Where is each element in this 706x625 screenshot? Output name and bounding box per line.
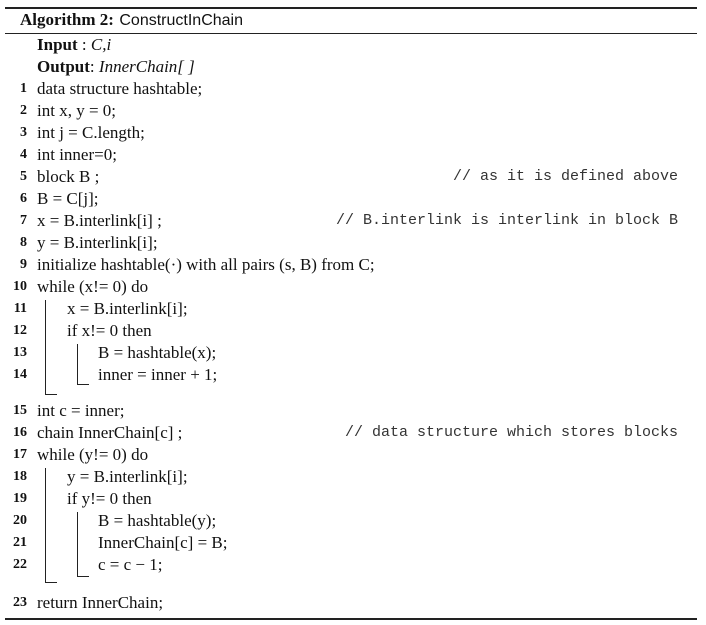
top-rule [5, 7, 697, 9]
line-comment: // B.interlink is interlink in block B [335, 212, 678, 229]
line-number: 21 [13, 535, 27, 550]
code-line [0, 188, 700, 210]
while-block-bar [45, 468, 46, 582]
line-number: 5 [20, 169, 27, 184]
code-line [0, 510, 700, 532]
if-block-end [77, 384, 89, 385]
code-line [0, 592, 700, 614]
line-text: c = c − 1; [98, 555, 163, 574]
line-number: 23 [13, 595, 27, 610]
line-number: 19 [13, 491, 27, 506]
line-number: 10 [13, 279, 27, 294]
line-number: 13 [13, 345, 27, 360]
line-number: 9 [20, 257, 27, 272]
line-number: 4 [20, 147, 27, 162]
input-value: C,i [90, 35, 112, 54]
caption-label: Algorithm 2: [20, 10, 114, 29]
bottom-rule [5, 618, 697, 620]
line-text: int x, y = 0; [37, 101, 117, 120]
line-text: B = hashtable(x); [98, 343, 217, 362]
code-line [0, 144, 700, 166]
code-line [0, 254, 700, 276]
algorithm-caption [20, 10, 243, 31]
if-block-bar [77, 512, 78, 576]
line-text: int c = inner; [37, 401, 125, 420]
input-key: Input [37, 35, 78, 54]
line-number: 8 [20, 235, 27, 250]
code-line [0, 166, 700, 188]
code-line [0, 444, 700, 466]
input-sep: : [77, 35, 91, 54]
output-line [0, 56, 700, 78]
line-number: 20 [13, 513, 27, 528]
code-line [0, 422, 700, 444]
line-number: 6 [20, 191, 27, 206]
line-number: 14 [13, 367, 27, 382]
code-line [0, 210, 700, 232]
line-text: if y!= 0 then [67, 489, 152, 508]
while-block-end [45, 394, 57, 395]
code-line [0, 232, 700, 254]
code-line [0, 364, 700, 386]
line-text: return InnerChain; [37, 593, 164, 612]
code-line [0, 298, 700, 320]
line-number: 16 [13, 425, 27, 440]
line-text: int j = C.length; [37, 123, 145, 142]
code-line [0, 488, 700, 510]
line-number: 11 [13, 301, 27, 316]
while-block-end [45, 582, 57, 583]
line-number: 7 [20, 213, 27, 228]
line-text: InnerChain[c] = B; [98, 533, 228, 552]
while-block-bar [45, 300, 46, 394]
line-number: 2 [20, 103, 27, 118]
line-text: while (x!= 0) do [37, 277, 149, 296]
line-text: chain InnerChain[c] ; [37, 423, 183, 442]
line-text: if x!= 0 then [67, 321, 152, 340]
code-line [0, 342, 700, 364]
line-comment: // data structure which stores blocks [344, 424, 678, 441]
code-line [0, 276, 700, 298]
code-line [0, 466, 700, 488]
output-sep: : [89, 57, 99, 76]
if-block-bar [77, 344, 78, 384]
line-text: inner = inner + 1; [98, 365, 218, 384]
line-number: 22 [13, 557, 27, 572]
line-text: while (y!= 0) do [37, 445, 149, 464]
line-text: initialize hashtable(·) with all pairs (s, B) from C; [37, 255, 375, 274]
line-text: data structure hashtable; [37, 79, 203, 98]
line-text: B = C[j]; [37, 189, 99, 208]
code-line [0, 554, 700, 576]
code-line [0, 532, 700, 554]
code-line [0, 100, 700, 122]
line-text: x = B.interlink[i] ; [37, 211, 162, 230]
line-text: B = hashtable(y); [98, 511, 217, 530]
code-line [0, 78, 700, 100]
line-number: 1 [20, 81, 27, 96]
output-key: Output [37, 57, 90, 76]
line-text: y = B.interlink[i]; [37, 233, 158, 252]
output-value: InnerChain[ ] [98, 57, 195, 76]
code-line [0, 122, 700, 144]
line-number: 3 [20, 125, 27, 140]
line-text: y = B.interlink[i]; [67, 467, 188, 486]
line-number: 18 [13, 469, 27, 484]
line-comment: // as it is defined above [452, 168, 678, 185]
line-number: 15 [13, 403, 27, 418]
input-line [0, 34, 700, 56]
caption-name: ConstructInChain [119, 12, 243, 29]
code-line [0, 320, 700, 342]
line-text: x = B.interlink[i]; [67, 299, 188, 318]
line-text: block B ; [37, 167, 100, 186]
code-line [0, 400, 700, 422]
line-number: 17 [13, 447, 27, 462]
line-text: int inner=0; [37, 145, 117, 164]
line-number: 12 [13, 323, 27, 338]
if-block-end [77, 576, 89, 577]
